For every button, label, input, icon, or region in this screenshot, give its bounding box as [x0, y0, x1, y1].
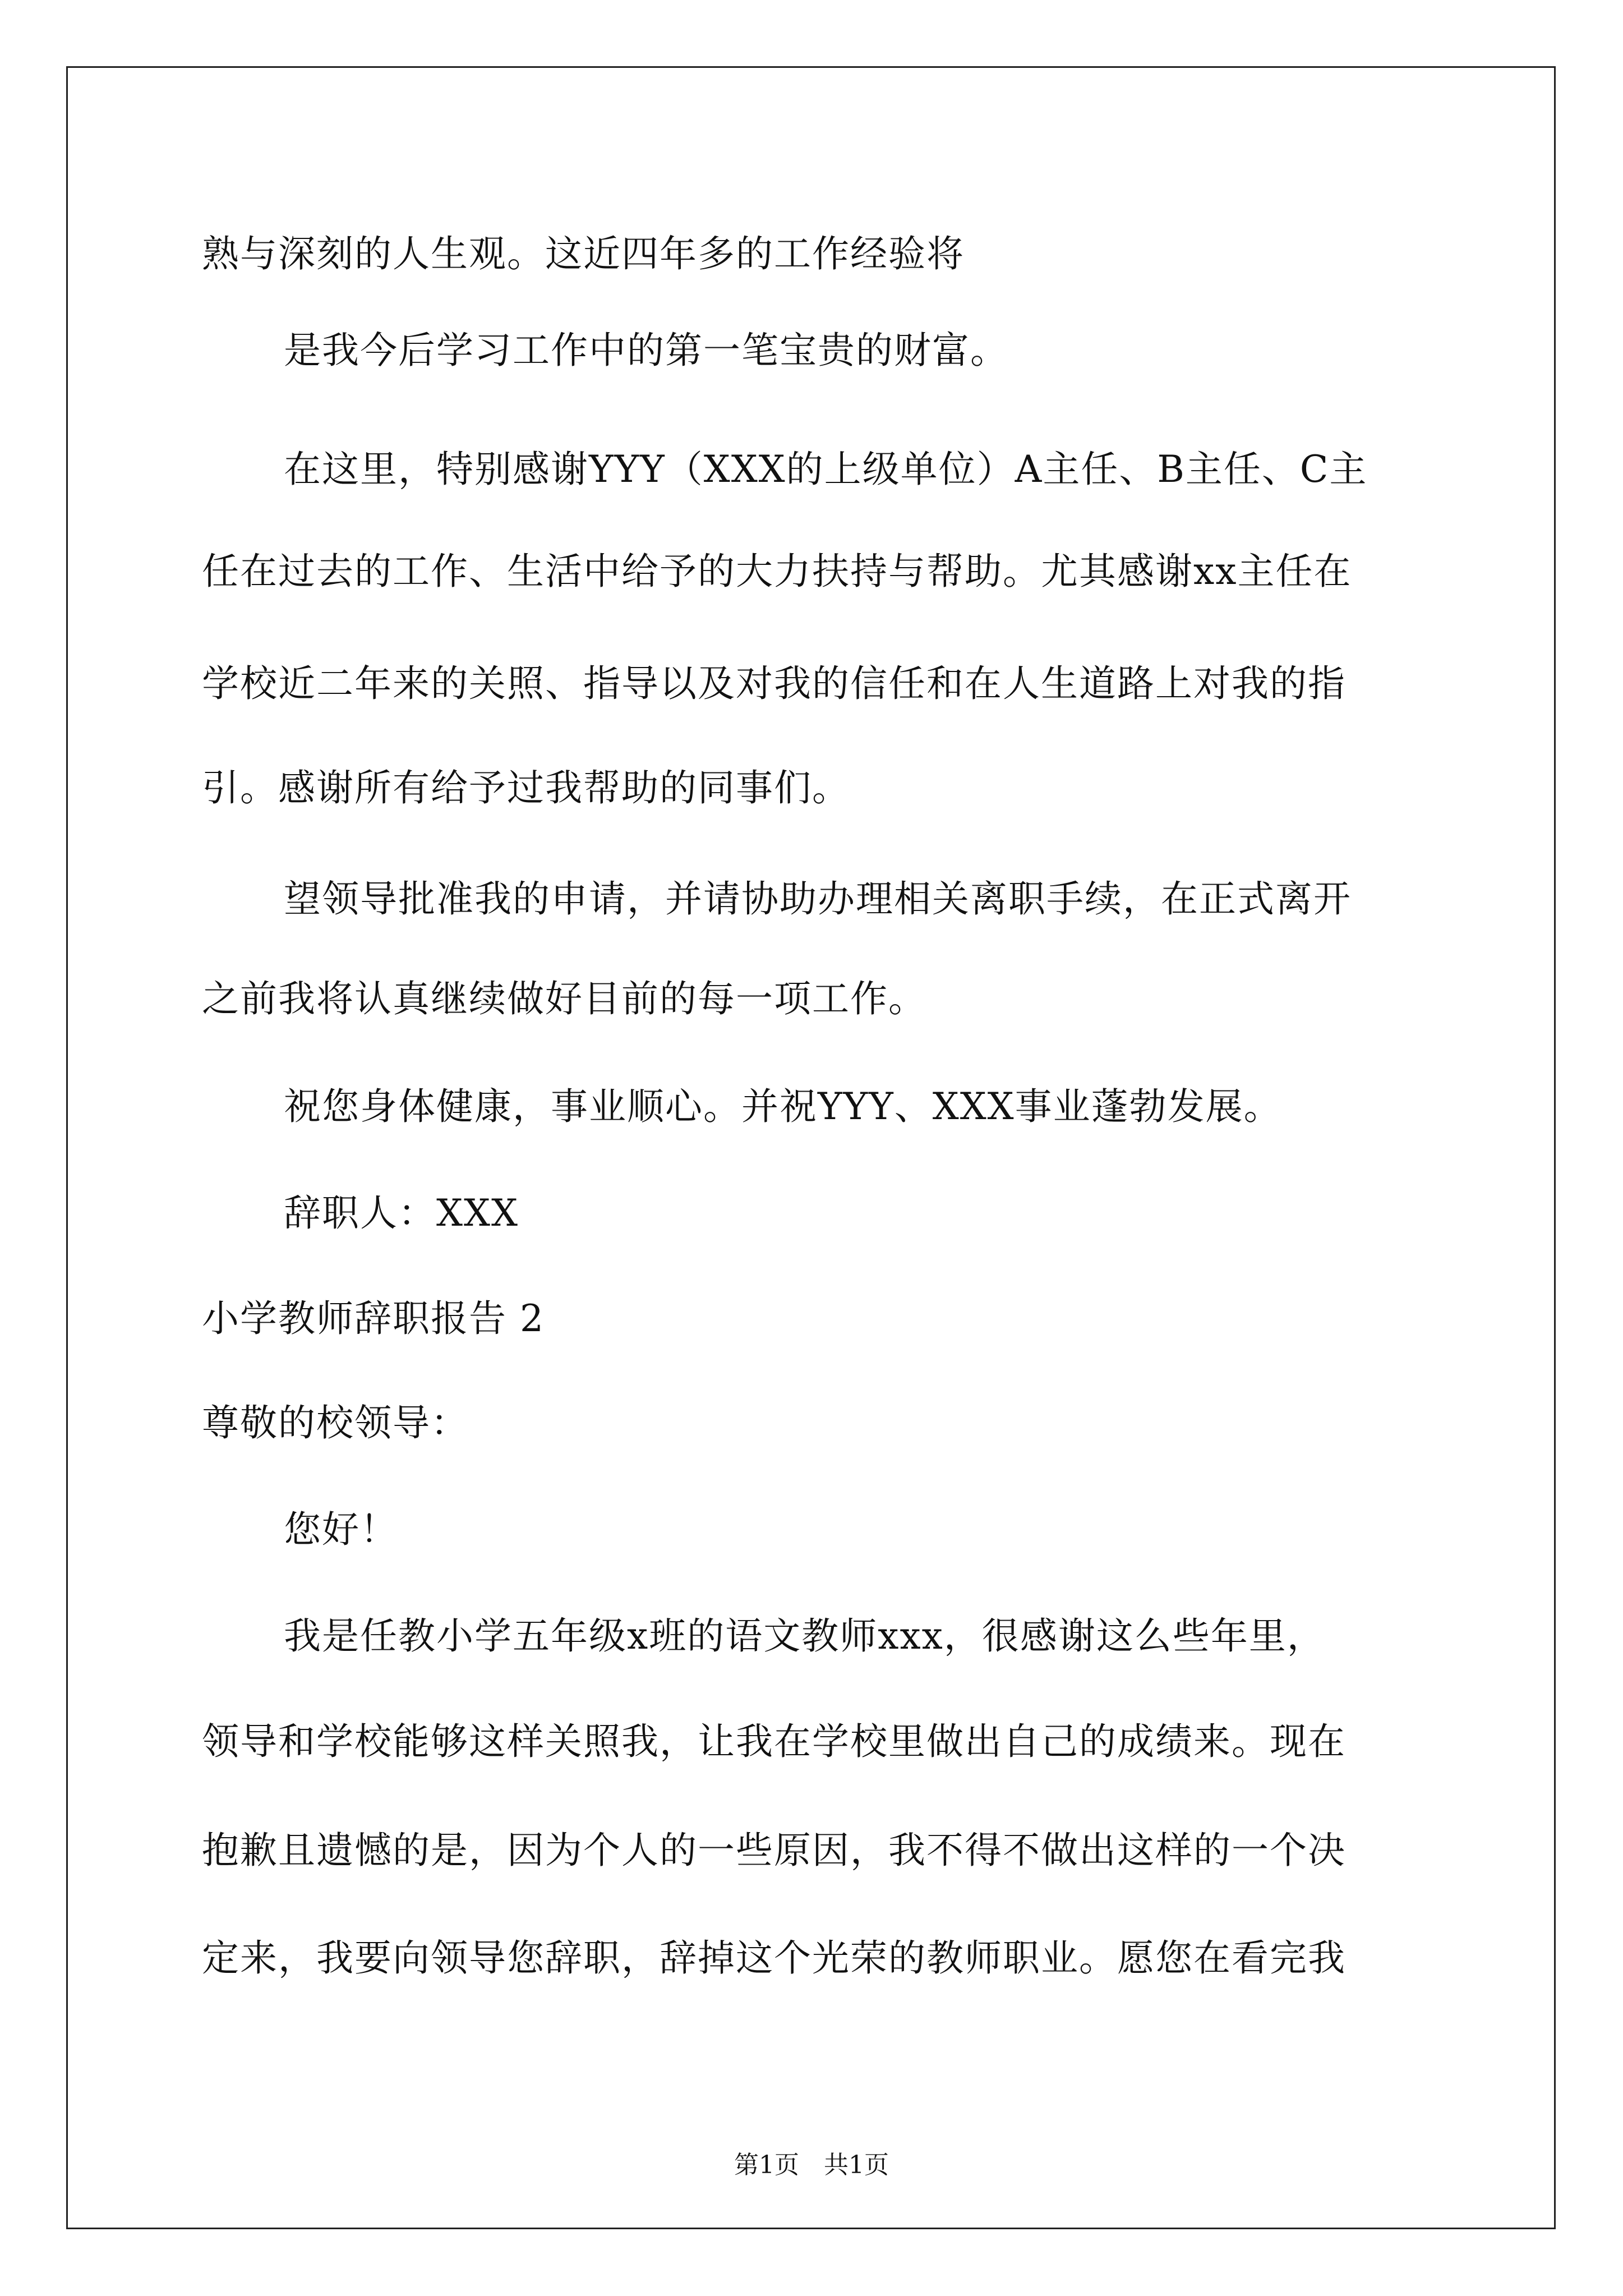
text-line: 之前我将认真继续做好目前的每一项工作。 — [202, 977, 926, 1020]
signature-line: 辞职人：XXX — [284, 1191, 519, 1235]
text-line: 祝您身体健康，事业顺心。并祝YYY、XXX事业蓬勃发展。 — [284, 1085, 1282, 1128]
text-line: 学校近二年来的关照、指导以及对我的信任和在人生道路上对我的指 — [202, 662, 1346, 705]
text-line: 抱歉且遗憾的是，因为个人的一些原因，我不得不做出这样的一个决 — [202, 1829, 1346, 1872]
greeting: 您好！ — [284, 1508, 398, 1551]
text-line: 在这里，特别感谢YYY（XXX的上级单位）A主任、B主任、C主 — [284, 448, 1368, 491]
page-footer — [0, 2148, 1623, 2182]
section-title: 小学教师辞职报告 2 — [202, 1297, 545, 1340]
text-line: 定来，我要向领导您辞职，辞掉这个光荣的教师职业。愿您在看完我 — [202, 1936, 1346, 1980]
page-number: 第1页 — [734, 2151, 799, 2179]
page-total: 共1页 — [824, 2151, 889, 2179]
text-line: 熟与深刻的人生观。这近四年多的工作经验将 — [202, 232, 965, 275]
salutation: 尊敬的校领导： — [202, 1401, 469, 1444]
text-line: 任在过去的工作、生活中给予的大力扶持与帮助。尤其感谢xx主任在 — [202, 550, 1352, 593]
text-line: 望领导批准我的申请，并请协助办理相关离职手续，在正式离开 — [284, 877, 1352, 921]
text-line: 引。感谢所有给予过我帮助的同事们。 — [202, 766, 850, 809]
text-line: 是我今后学习工作中的第一笔宝贵的财富。 — [284, 329, 1008, 372]
page-border — [66, 66, 1556, 2229]
text-line: 我是任教小学五年级x班的语文教师xxx，很感谢这么些年里， — [284, 1614, 1325, 1658]
text-line: 领导和学校能够这样关照我，让我在学校里做出自己的成绩来。现在 — [202, 1720, 1346, 1763]
